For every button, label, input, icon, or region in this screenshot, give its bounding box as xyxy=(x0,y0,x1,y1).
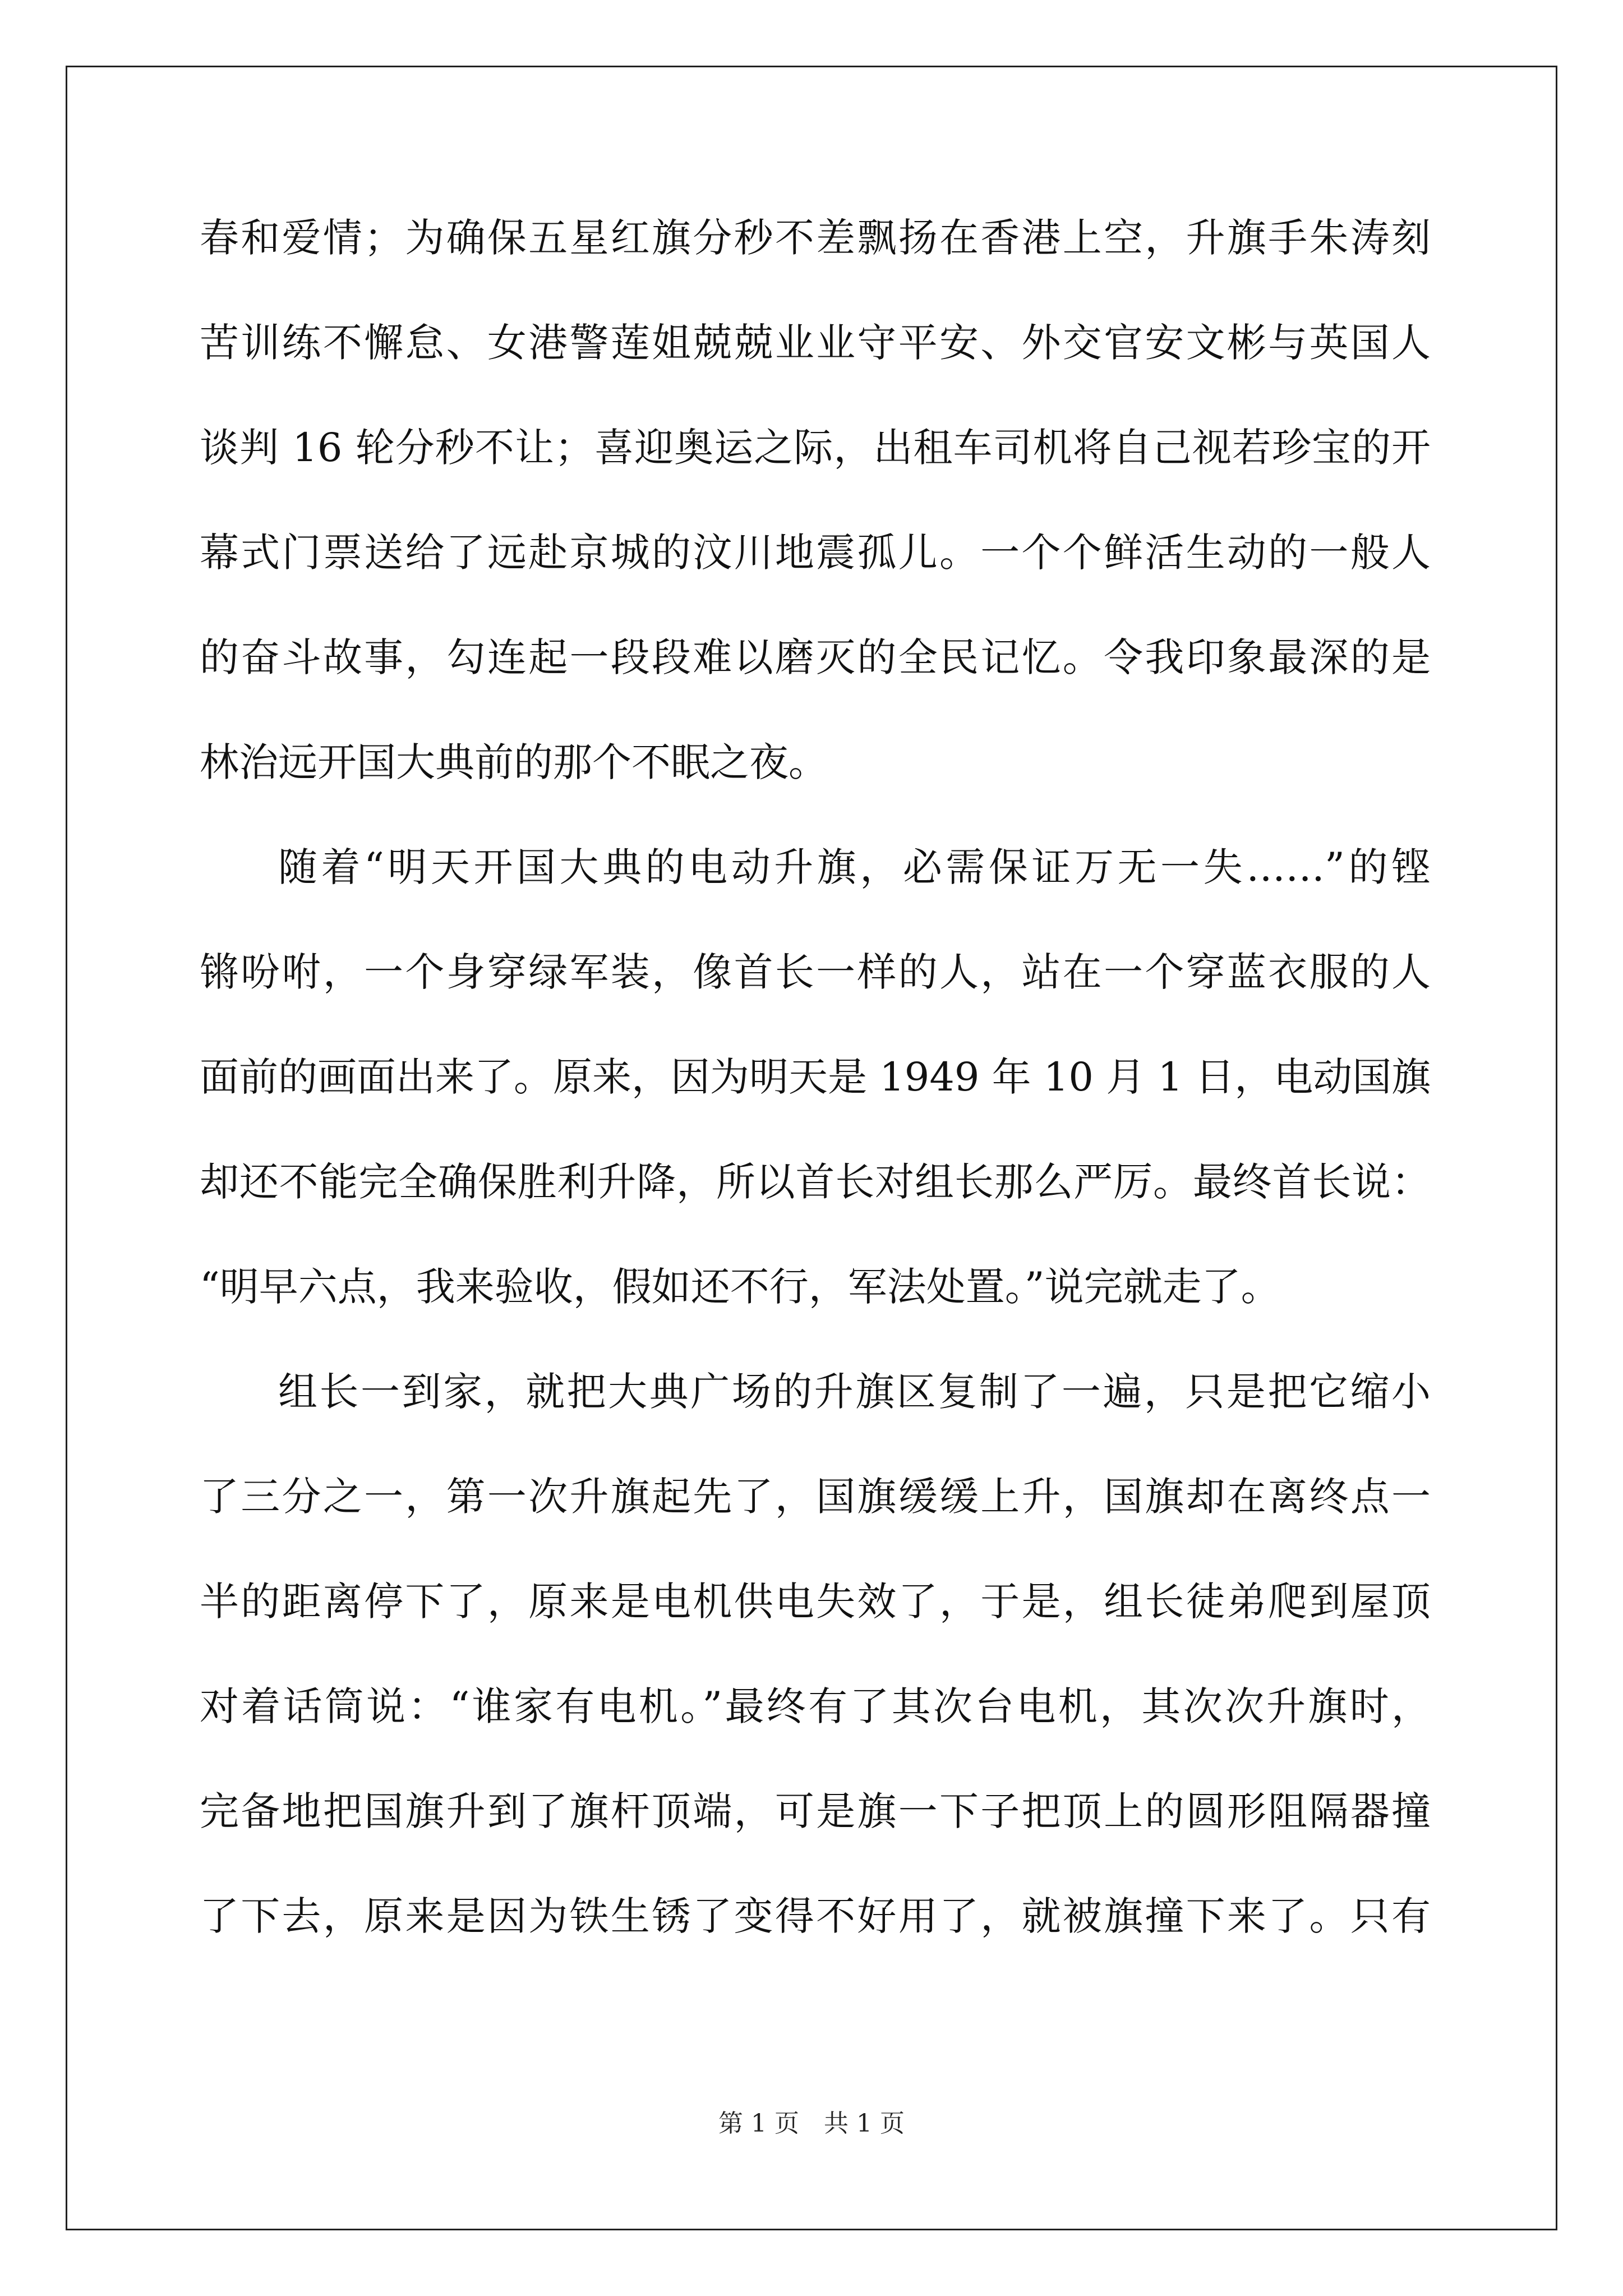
text-line: 锵吩咐，一个身穿绿军装，像首长一样的人，站在一个穿蓝衣服的人 xyxy=(200,949,1431,995)
text-line: “明早六点，我来验收，假如还不行，军法处置。”说完就走了。 xyxy=(200,1264,1280,1310)
page-number-total: 共 1 页 xyxy=(824,2109,905,2138)
text-line: 对着话筒说：“谁家有电机。”最终有了其次台电机，其次次升旗时， xyxy=(200,1683,1431,1729)
text-line: 完备地把国旗升到了旗杆顶端，可是旗一下子把顶上的圆形阻隔器撞 xyxy=(200,1788,1431,1834)
document-body xyxy=(200,210,1431,1993)
text-line: 的奋斗故事，勾连起一段段难以磨灭的全民记忆。令我印象最深的是 xyxy=(200,634,1431,680)
text-line: 林治远开国大典前的那个不眠之夜。 xyxy=(200,739,828,785)
text-line: 半的距离停下了，原来是电机供电失效了，于是，组长徒弟爬到屋顶 xyxy=(200,1579,1431,1625)
text-line: 苦训练不懈怠、女港警莲姐兢兢业业守平安、外交官安文彬与英国人 xyxy=(200,320,1431,366)
text-line: 幕式门票送给了远赴京城的汶川地震孤儿。一个个鲜活生动的一般人 xyxy=(200,530,1431,576)
page-number-current: 第 1 页 xyxy=(718,2109,799,2138)
text-line: 了下去，原来是因为铁生锈了变得不好用了，就被旗撞下来了。只有 xyxy=(200,1893,1431,1939)
text-line: 了三分之一，第一次升旗起先了，国旗缓缓上升，国旗却在离终点一 xyxy=(200,1474,1431,1520)
text-line: 却还不能完全确保胜利升降，所以首长对组长那么严厉。最终首长说： xyxy=(200,1159,1431,1205)
text-line: 春和爱情；为确保五星红旗分秒不差飘扬在香港上空，升旗手朱涛刻 xyxy=(200,215,1431,261)
text-line: 面前的画面出来了。原来，因为明天是 1949 年 10 月 1 日，电动国旗 xyxy=(200,1054,1431,1100)
page-footer xyxy=(0,2107,1623,2141)
text-line: 随着“明天开国大典的电动升旗，必需保证万无一失……”的铿 xyxy=(278,844,1431,890)
text-line: 组长一到家，就把大典广场的升旗区复制了一遍，只是把它缩小 xyxy=(278,1369,1431,1415)
text-line: 谈判 16 轮分秒不让；喜迎奥运之际，出租车司机将自己视若珍宝的开 xyxy=(200,425,1431,471)
